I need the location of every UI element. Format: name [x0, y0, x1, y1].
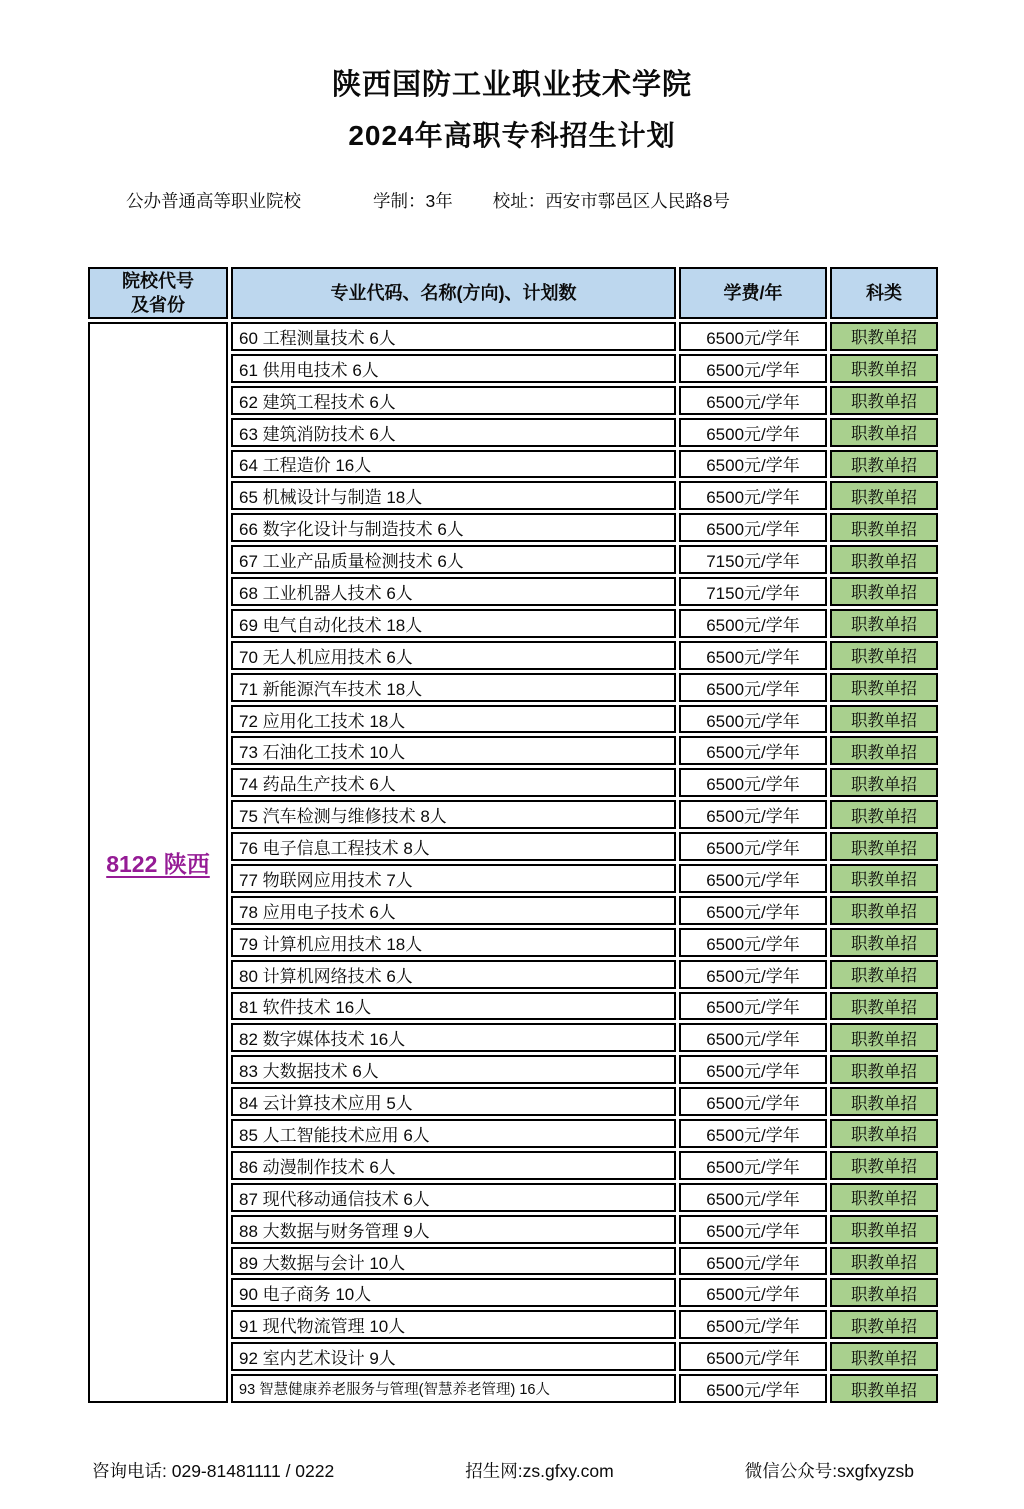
- category-cell: 职教单招: [830, 577, 938, 606]
- major-cell: 81 软件技术 16人: [231, 992, 676, 1021]
- major-cell: 83 大数据技术 6人: [231, 1055, 676, 1084]
- college-code-cell: [88, 322, 228, 1403]
- category-cell: 职教单招: [830, 673, 938, 702]
- major-cell: 67 工业产品质量检测技术 6人: [231, 545, 676, 574]
- school-duration: 学制：3年: [373, 191, 453, 211]
- fee-cell: 6500元/学年: [679, 1310, 827, 1339]
- header-college-code-line1: 院校代号: [122, 270, 194, 291]
- major-cell: 69 电气自动化技术 18人: [231, 609, 676, 638]
- category-cell: 职教单招: [830, 641, 938, 670]
- fee-cell: 6500元/学年: [679, 1374, 827, 1403]
- category-cell: 职教单招: [830, 1183, 938, 1212]
- category-cell: 职教单招: [830, 418, 938, 447]
- fee-cell: 6500元/学年: [679, 481, 827, 510]
- footer: [92, 1458, 914, 1483]
- fee-cell: 6500元/学年: [679, 418, 827, 447]
- fee-cell: 6500元/学年: [679, 864, 827, 893]
- category-cell: 职教单招: [830, 354, 938, 383]
- category-cell: 职教单招: [830, 800, 938, 829]
- major-cell: 84 云计算技术应用 5人: [231, 1087, 676, 1116]
- category-cell: 职教单招: [830, 960, 938, 989]
- category-cell: 职教单招: [830, 481, 938, 510]
- major-cell: 66 数字化设计与制造技术 6人: [231, 513, 676, 542]
- category-cell: 职教单招: [830, 896, 938, 925]
- fee-cell: 6500元/学年: [679, 768, 827, 797]
- category-cell: 职教单招: [830, 768, 938, 797]
- major-cell: 91 现代物流管理 10人: [231, 1310, 676, 1339]
- category-cell: 职教单招: [830, 609, 938, 638]
- category-cell: 职教单招: [830, 545, 938, 574]
- major-cell: 62 建筑工程技术 6人: [231, 386, 676, 415]
- fee-cell: 6500元/学年: [679, 1055, 827, 1084]
- fee-cell: 6500元/学年: [679, 1151, 827, 1180]
- fee-cell: 6500元/学年: [679, 1342, 827, 1371]
- major-cell: 85 人工智能技术应用 6人: [231, 1119, 676, 1148]
- category-cell: 职教单招: [830, 1055, 938, 1084]
- major-cell: 92 室内艺术设计 9人: [231, 1342, 676, 1371]
- category-cell: 职教单招: [830, 1215, 938, 1244]
- fee-cell: 6500元/学年: [679, 1119, 827, 1148]
- enrollment-plan-table: [88, 267, 938, 1403]
- category-cell: 职教单招: [830, 705, 938, 734]
- category-cell: 职教单招: [830, 832, 938, 861]
- fee-cell: 6500元/学年: [679, 1247, 827, 1276]
- major-cell: 63 建筑消防技术 6人: [231, 418, 676, 447]
- footer-wechat: 微信公众号:sxgfxyzsb: [744, 1461, 914, 1481]
- category-cell: 职教单招: [830, 736, 938, 765]
- fee-cell: 6500元/学年: [679, 1183, 827, 1212]
- category-cell: 职教单招: [830, 1087, 938, 1116]
- category-cell: 职教单招: [830, 513, 938, 542]
- fee-cell: 6500元/学年: [679, 354, 827, 383]
- fee-cell: 6500元/学年: [679, 1278, 827, 1307]
- fee-cell: 6500元/学年: [679, 1215, 827, 1244]
- major-cell: 80 计算机网络技术 6人: [231, 960, 676, 989]
- header-fee: 学费/年: [679, 267, 827, 319]
- major-cell: 74 药品生产技术 6人: [231, 768, 676, 797]
- page-title: 陕西国防工业职业技术学院: [331, 69, 692, 101]
- major-cell: 75 汽车检测与维修技术 8人: [231, 800, 676, 829]
- fee-cell: 6500元/学年: [679, 386, 827, 415]
- footer-website: 招生网:zs.gfxy.com: [465, 1461, 614, 1481]
- major-cell: 70 无人机应用技术 6人: [231, 641, 676, 670]
- fee-cell: 6500元/学年: [679, 832, 827, 861]
- major-cell: 68 工业机器人技术 6人: [231, 577, 676, 606]
- major-cell: 90 电子商务 10人: [231, 1278, 676, 1307]
- header-college-code: [88, 267, 228, 319]
- fee-cell: 6500元/学年: [679, 800, 827, 829]
- header-category: 科类: [830, 267, 938, 319]
- category-cell: 职教单招: [830, 1278, 938, 1307]
- major-cell: 79 计算机应用技术 18人: [231, 928, 676, 957]
- major-cell: 72 应用化工技术 18人: [231, 705, 676, 734]
- school-info: [126, 188, 1024, 213]
- major-cell: 64 工程造价 16人: [231, 450, 676, 479]
- major-cell: 78 应用电子技术 6人: [231, 896, 676, 925]
- fee-cell: 6500元/学年: [679, 705, 827, 734]
- fee-cell: 6500元/学年: [679, 450, 827, 479]
- fee-cell: 6500元/学年: [679, 736, 827, 765]
- category-cell: 职教单招: [830, 450, 938, 479]
- college-code: 8122 陕西: [106, 850, 210, 877]
- category-cell: 职教单招: [830, 992, 938, 1021]
- fee-cell: 6500元/学年: [679, 1087, 827, 1116]
- header-college-code-line2: 及省份: [131, 295, 185, 315]
- fee-cell: 6500元/学年: [679, 322, 827, 351]
- major-cell: 60 工程测量技术 6人: [231, 322, 676, 351]
- major-cell: 73 石油化工技术 10人: [231, 736, 676, 765]
- major-cell: 76 电子信息工程技术 8人: [231, 832, 676, 861]
- major-cell: 88 大数据与财务管理 9人: [231, 1215, 676, 1244]
- fee-cell: 6500元/学年: [679, 513, 827, 542]
- major-cell: 65 机械设计与制造 18人: [231, 481, 676, 510]
- major-cell: 87 现代移动通信技术 6人: [231, 1183, 676, 1212]
- major-cell: 71 新能源汽车技术 18人: [231, 673, 676, 702]
- major-cell: 86 动漫制作技术 6人: [231, 1151, 676, 1180]
- school-type: 公办普通高等职业院校: [126, 191, 301, 211]
- fee-cell: 6500元/学年: [679, 673, 827, 702]
- category-cell: 职教单招: [830, 1151, 938, 1180]
- category-cell: 职教单招: [830, 1374, 938, 1403]
- fee-cell: 7150元/学年: [679, 577, 827, 606]
- category-cell: 职教单招: [830, 1023, 938, 1052]
- major-cell: 93 智慧健康养老服务与管理(智慧养老管理) 16人: [231, 1374, 676, 1403]
- category-cell: 职教单招: [830, 1119, 938, 1148]
- fee-cell: 6500元/学年: [679, 928, 827, 957]
- category-cell: 职教单招: [830, 928, 938, 957]
- fee-cell: 6500元/学年: [679, 992, 827, 1021]
- header-major: 专业代码、名称(方向)、计划数: [231, 267, 676, 319]
- category-cell: 职教单招: [830, 386, 938, 415]
- category-cell: 职教单招: [830, 1310, 938, 1339]
- major-cell: 61 供用电技术 6人: [231, 354, 676, 383]
- major-cell: 82 数字媒体技术 16人: [231, 1023, 676, 1052]
- category-cell: 职教单招: [830, 1342, 938, 1371]
- school-address: 校址：西安市鄠邑区人民路8号: [492, 191, 730, 211]
- category-cell: 职教单招: [830, 322, 938, 351]
- fee-cell: 6500元/学年: [679, 896, 827, 925]
- major-cell: 89 大数据与会计 10人: [231, 1247, 676, 1276]
- category-cell: 职教单招: [830, 1247, 938, 1276]
- footer-phone: 咨询电话: 029-81481111 / 0222: [92, 1461, 335, 1481]
- fee-cell: 7150元/学年: [679, 545, 827, 574]
- fee-cell: 6500元/学年: [679, 609, 827, 638]
- category-cell: 职教单招: [830, 864, 938, 893]
- fee-cell: 6500元/学年: [679, 641, 827, 670]
- major-cell: 77 物联网应用技术 7人: [231, 864, 676, 893]
- fee-cell: 6500元/学年: [679, 1023, 827, 1052]
- fee-cell: 6500元/学年: [679, 960, 827, 989]
- page-subtitle: 2024年高职专科招生计划: [348, 120, 676, 151]
